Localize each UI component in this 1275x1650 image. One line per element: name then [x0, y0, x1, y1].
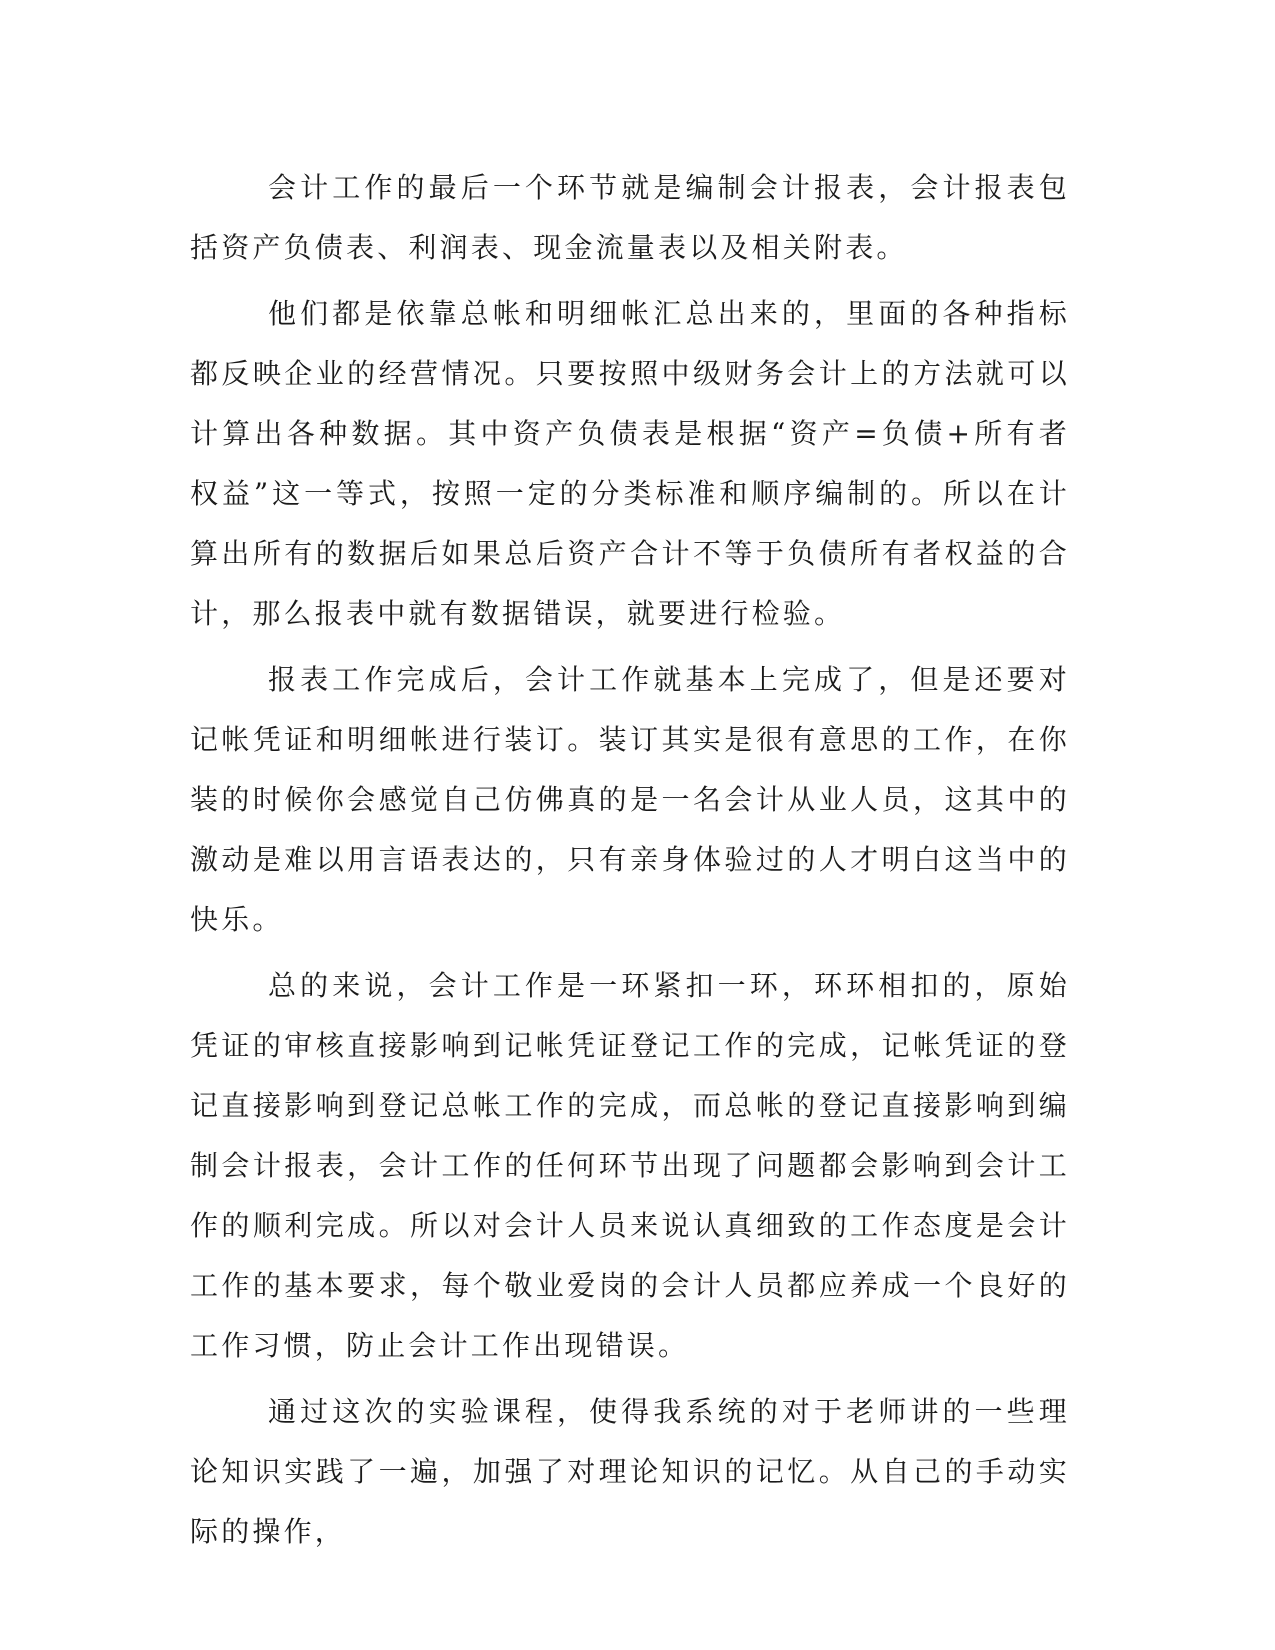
paragraph-experiment-reflection: 通过这次的实验课程，使得我系统的对于老师讲的一些理论知识实践了一遍，加强了对理论知识的记忆。从自己的手动实际的操作， — [190, 1395, 1070, 1548]
document-body — [190, 158, 1070, 1568]
paragraph-summary: 总的来说，会计工作是一环紧扣一环，环环相扣的，原始凭证的审核直接影响到记帐凭证登记工作的完成，记帐凭证的登记直接影响到登记总帐工作的完成，而总帐的登记直接影响到编制会计报表，会计工作的任何环节出现了问题都会影响到会计工作的顺利完成。所以对会计人员来说认真细致的工作态度是会计工作的基本要求，每个敬业爱岗的会计人员都应养成一个良好的工作习惯，防止会计工作出现错误。 — [190, 969, 1070, 1362]
paragraph-binding: 报表工作完成后，会计工作就基本上完成了，但是还要对记帐凭证和明细帐进行装订。装订其实是很有意思的工作，在你装的时候你会感觉自己仿佛真的是一名会计从业人员，这其中的激动是难以用言语表达的，只有亲身体验过的人才明白这当中的快乐。 — [190, 663, 1070, 936]
paragraph-balance-sheet: 他们都是依靠总帐和明细帐汇总出来的，里面的各种指标都反映企业的经营情况。只要按照中级财务会计上的方法就可以计算出各种数据。其中资产负债表是根据“资产=负债+所有者权益”这一等式，按照一定的分类标准和顺序编制的。所以在计算出所有的数据后如果总后资产合计不等于负债所有者权益的合计，那么报表中就有数据错误，就要进行检验。 — [190, 297, 1070, 630]
paragraph-report-compilation: 会计工作的最后一个环节就是编制会计报表，会计报表包括资产负债表、利润表、现金流量表以及相关附表。 — [190, 171, 1070, 264]
